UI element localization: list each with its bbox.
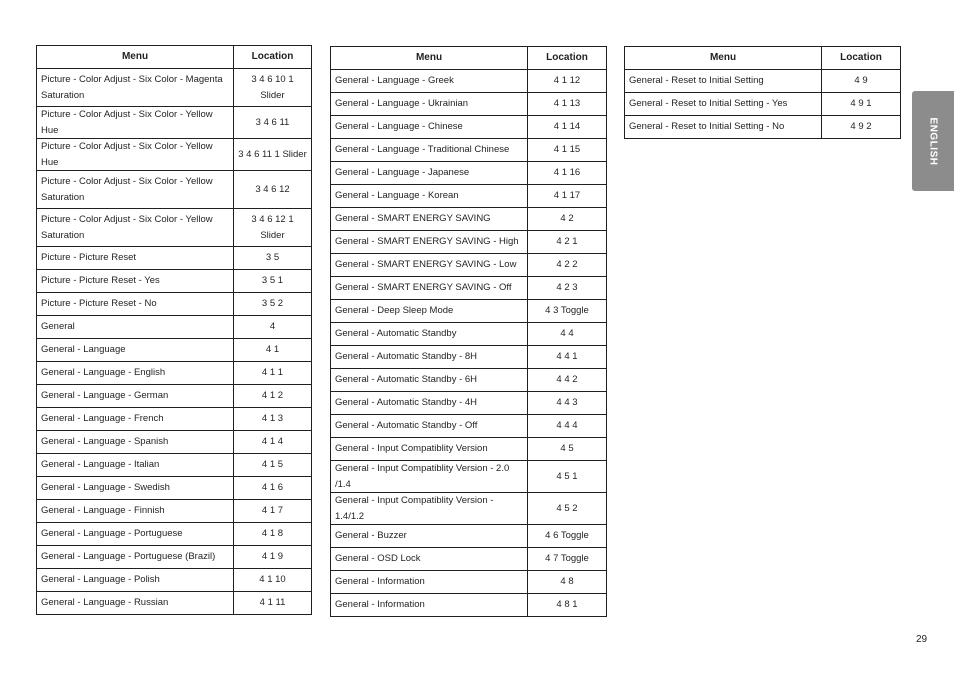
table-row <box>331 594 607 617</box>
table-row <box>331 392 607 415</box>
table-row <box>37 500 312 523</box>
location-cell: 4 2 1 <box>528 231 607 254</box>
page-number: 29 <box>916 634 928 645</box>
location-cell: 4 1 12 <box>528 70 607 93</box>
menu-cell: General - Reset to Initial Setting <box>625 70 822 93</box>
table-row <box>37 339 312 362</box>
location-cell: 3 4 6 11 1 Slider <box>234 139 312 171</box>
location-cell: 4 5 2 <box>528 493 607 525</box>
menu-cell: Picture - Color Adjust - Six Color - Yellow Hue <box>37 139 234 171</box>
menu-cell: General - Language - Swedish <box>37 477 234 500</box>
table-row <box>331 70 607 93</box>
menu-cell: General - Language - Korean <box>331 185 528 208</box>
table-row <box>331 571 607 594</box>
menu-cell: General <box>37 316 234 339</box>
table-row <box>37 247 312 270</box>
menu-column-header: Menu <box>37 46 234 69</box>
menu-cell: General - Input Compatiblity Version - 2.0 /1.4 <box>331 461 528 493</box>
location-column-header: Location <box>234 46 312 69</box>
location-cell: 4 6 Toggle <box>528 525 607 548</box>
menu-cell: General - Language - Greek <box>331 70 528 93</box>
table-row <box>331 93 607 116</box>
location-cell: 4 8 1 <box>528 594 607 617</box>
location-cell: 4 9 2 <box>822 116 901 139</box>
table-row <box>37 270 312 293</box>
location-cell: 4 1 8 <box>234 523 312 546</box>
table-row <box>331 139 607 162</box>
table-row <box>331 185 607 208</box>
table-row <box>331 254 607 277</box>
menu-cell: General - Language - Russian <box>37 592 234 615</box>
table-row <box>37 362 312 385</box>
location-cell: 4 1 3 <box>234 408 312 431</box>
menu-cell: General - Language - Portuguese <box>37 523 234 546</box>
table-row <box>37 139 312 171</box>
menu-cell: General - Buzzer <box>331 525 528 548</box>
table-row <box>331 369 607 392</box>
location-cell: 4 4 2 <box>528 369 607 392</box>
menu-cell: General - Language - Spanish <box>37 431 234 454</box>
location-cell: 4 1 15 <box>528 139 607 162</box>
menu-cell: Picture - Color Adjust - Six Color - Yellow Saturation <box>37 209 234 247</box>
menu-cell: Picture - Color Adjust - Six Color - Yellow Hue <box>37 107 234 139</box>
menu-cell: General - SMART ENERGY SAVING <box>331 208 528 231</box>
table-row <box>37 454 312 477</box>
location-cell: 4 5 1 <box>528 461 607 493</box>
menu-location-table-3 <box>624 46 901 139</box>
table-row <box>37 385 312 408</box>
location-cell: 3 5 <box>234 247 312 270</box>
location-cell: 4 4 1 <box>528 346 607 369</box>
language-side-tab <box>912 91 954 191</box>
menu-cell: General - Information <box>331 594 528 617</box>
menu-cell: General - Language - French <box>37 408 234 431</box>
menu-cell: General - Deep Sleep Mode <box>331 300 528 323</box>
table-row <box>331 300 607 323</box>
table-row <box>37 107 312 139</box>
menu-cell: General - Automatic Standby - 8H <box>331 346 528 369</box>
menu-location-table-2 <box>330 46 607 617</box>
table-row <box>37 523 312 546</box>
menu-cell: General - Language - Polish <box>37 569 234 592</box>
location-cell: 4 1 2 <box>234 385 312 408</box>
menu-cell: General - Automatic Standby <box>331 323 528 346</box>
location-cell: 4 1 13 <box>528 93 607 116</box>
menu-cell: Picture - Picture Reset <box>37 247 234 270</box>
menu-cell: General - Input Compatiblity Version - 1.4/1.2 <box>331 493 528 525</box>
menu-cell: General - SMART ENERGY SAVING - High <box>331 231 528 254</box>
location-cell: 4 1 7 <box>234 500 312 523</box>
table-row <box>37 69 312 107</box>
location-cell: 3 4 6 11 <box>234 107 312 139</box>
location-cell: 4 7 Toggle <box>528 548 607 571</box>
table-row <box>331 548 607 571</box>
location-cell: 4 4 <box>528 323 607 346</box>
table-row <box>625 93 901 116</box>
menu-column-header: Menu <box>331 47 528 70</box>
location-cell: 3 4 6 10 1 Slider <box>234 69 312 107</box>
table-row <box>331 116 607 139</box>
table-row <box>37 209 312 247</box>
table-row <box>37 569 312 592</box>
location-cell: 4 1 4 <box>234 431 312 454</box>
location-cell: 3 4 6 12 1 Slider <box>234 209 312 247</box>
location-cell: 4 3 Toggle <box>528 300 607 323</box>
table-row <box>331 525 607 548</box>
location-cell: 4 2 2 <box>528 254 607 277</box>
table-row <box>331 493 607 525</box>
table-row <box>37 316 312 339</box>
location-cell: 4 1 10 <box>234 569 312 592</box>
location-cell: 4 1 11 <box>234 592 312 615</box>
table-row <box>37 431 312 454</box>
location-cell: 4 1 6 <box>234 477 312 500</box>
location-cell: 3 5 1 <box>234 270 312 293</box>
menu-cell: General - Language - German <box>37 385 234 408</box>
location-cell: 4 5 <box>528 438 607 461</box>
language-side-tab-label: ENGLISH <box>927 117 939 165</box>
table-row <box>37 477 312 500</box>
menu-cell: Picture - Color Adjust - Six Color - Magenta Saturation <box>37 69 234 107</box>
location-cell: 4 2 3 <box>528 277 607 300</box>
menu-cell: General - Language - Portuguese (Brazil) <box>37 546 234 569</box>
location-cell: 4 <box>234 316 312 339</box>
menu-cell: General - Language - Italian <box>37 454 234 477</box>
table-row <box>625 116 901 139</box>
location-cell: 3 4 6 12 <box>234 171 312 209</box>
table-row <box>331 277 607 300</box>
menu-cell: General - Input Compatiblity Version <box>331 438 528 461</box>
menu-cell: General - Language - Chinese <box>331 116 528 139</box>
menu-cell: General - Language - Finnish <box>37 500 234 523</box>
menu-cell: General - Reset to Initial Setting - Yes <box>625 93 822 116</box>
location-column-header: Location <box>528 47 607 70</box>
location-cell: 4 1 5 <box>234 454 312 477</box>
menu-cell: General - SMART ENERGY SAVING - Off <box>331 277 528 300</box>
menu-cell: General - Information <box>331 571 528 594</box>
location-cell: 4 8 <box>528 571 607 594</box>
table-row <box>331 461 607 493</box>
table-row <box>331 438 607 461</box>
location-cell: 4 2 <box>528 208 607 231</box>
location-cell: 4 1 1 <box>234 362 312 385</box>
table-row <box>331 346 607 369</box>
location-cell: 4 1 14 <box>528 116 607 139</box>
location-column-header: Location <box>822 47 901 70</box>
location-cell: 4 9 1 <box>822 93 901 116</box>
table-row <box>37 592 312 615</box>
location-cell: 4 1 17 <box>528 185 607 208</box>
location-cell: 4 4 4 <box>528 415 607 438</box>
menu-cell: General - Reset to Initial Setting - No <box>625 116 822 139</box>
menu-cell: Picture - Picture Reset - No <box>37 293 234 316</box>
location-cell: 3 5 2 <box>234 293 312 316</box>
table-row <box>37 408 312 431</box>
menu-cell: General - Language - Ukrainian <box>331 93 528 116</box>
table-row <box>331 208 607 231</box>
table-row <box>625 70 901 93</box>
menu-cell: General - Language - English <box>37 362 234 385</box>
location-cell: 4 1 <box>234 339 312 362</box>
table-row <box>37 171 312 209</box>
menu-cell: General - OSD Lock <box>331 548 528 571</box>
location-cell: 4 9 <box>822 70 901 93</box>
menu-cell: General - Language <box>37 339 234 362</box>
menu-cell: Picture - Picture Reset - Yes <box>37 270 234 293</box>
table-row <box>331 415 607 438</box>
menu-cell: General - SMART ENERGY SAVING - Low <box>331 254 528 277</box>
menu-cell: General - Automatic Standby - Off <box>331 415 528 438</box>
table-row <box>37 546 312 569</box>
table-row <box>37 293 312 316</box>
menu-cell: General - Language - Japanese <box>331 162 528 185</box>
menu-cell: Picture - Color Adjust - Six Color - Yellow Saturation <box>37 171 234 209</box>
location-cell: 4 4 3 <box>528 392 607 415</box>
menu-cell: General - Automatic Standby - 4H <box>331 392 528 415</box>
table-row <box>331 162 607 185</box>
menu-cell: General - Automatic Standby - 6H <box>331 369 528 392</box>
menu-location-table-1 <box>36 45 312 615</box>
menu-column-header: Menu <box>625 47 822 70</box>
table-row <box>331 231 607 254</box>
location-cell: 4 1 16 <box>528 162 607 185</box>
table-row <box>331 323 607 346</box>
location-cell: 4 1 9 <box>234 546 312 569</box>
menu-cell: General - Language - Traditional Chinese <box>331 139 528 162</box>
